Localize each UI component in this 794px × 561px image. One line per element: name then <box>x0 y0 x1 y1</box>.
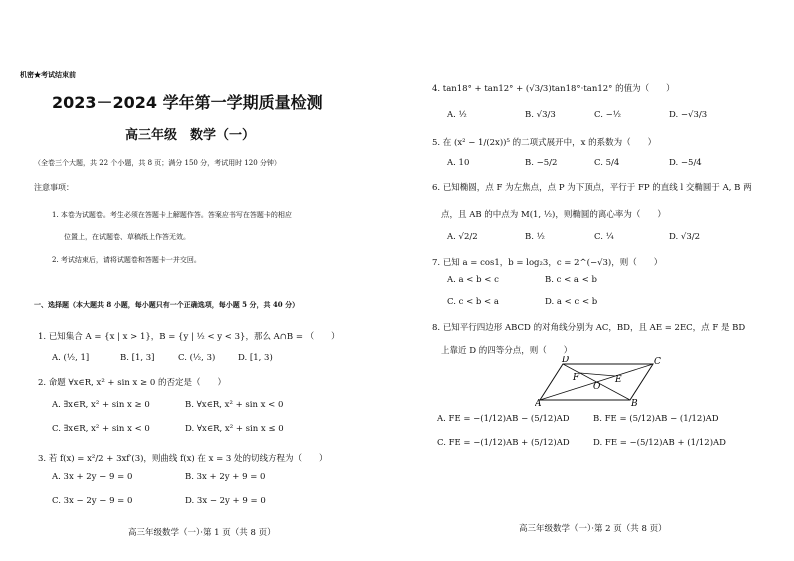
section-1-heading: 一、选择题（本大题共 8 小题，每小题只有一个正确选项，每小题 5 分，共 40 分） <box>34 300 300 309</box>
q6-option-d: D. √3/2 <box>669 232 701 242</box>
q3-option-d: D. 3x − 2y + 9 = 0 <box>185 496 266 506</box>
parallelogram-diagram <box>535 356 665 406</box>
question-1: 1. 已知集合 A = {x | x > 1}，B = {y | ½ < y < 3}，那么 A∩B = （ ） <box>38 332 340 342</box>
q5-option-a: A. 10 <box>447 158 470 168</box>
q8-option-b: B. FE = (5/12)AB − (1/12)AD <box>593 414 719 424</box>
question-6-line-2: 点，且 AB 的中点为 M(1, ½)，则椭圆的离心率为（ ） <box>441 210 666 220</box>
question-8-line-1: 8. 已知平行四边形 ABCD 的对角线分别为 AC，BD，且 AE = 2EC，点 F 是 BD <box>432 323 746 333</box>
label-a: A <box>535 399 542 406</box>
exam-title: 2023－2024 学年第一学期质量检测 <box>52 93 323 112</box>
q4-option-a: A. ½ <box>447 110 467 120</box>
question-3: 3. 若 f(x) = x²/2 + 3xf′(3)，则曲线 f(x) 在 x = 3 处的切线方程为（ ） <box>38 454 328 464</box>
q1-option-b: B. [1, 3] <box>120 353 155 363</box>
q2-option-d: D. ∀x∈R, x² + sin x ≤ 0 <box>185 424 284 434</box>
confidential-seal: 机密★考试结束前 <box>20 70 76 79</box>
q3-option-b: B. 3x + 2y + 9 = 0 <box>185 472 266 482</box>
right-page <box>397 0 794 561</box>
q8-option-d: D. FE = −(5/12)AB + (1/12)AD <box>593 438 726 448</box>
q4-option-d: D. −√3/3 <box>669 110 708 120</box>
exam-subtitle: 高三年级 数学（一） <box>125 128 256 143</box>
label-o: O <box>593 382 601 392</box>
q4-option-b: B. √3/3 <box>525 110 556 120</box>
label-f: F <box>573 373 580 383</box>
note-1-line-2: 位置上，在试题卷、草稿纸上作答无效。 <box>64 233 190 241</box>
note-1-line-1: 1. 本卷为试题卷。考生必须在答题卡上解题作答。答案应书写在答题卡的相应 <box>52 211 292 219</box>
question-8-line-2: 上靠近 D 的四等分点，则（ ） <box>441 346 573 356</box>
label-e: E <box>615 375 622 385</box>
left-page-footer: 高三年级数学（一）·第 1 页（共 8 页） <box>128 528 276 538</box>
q2-option-c: C. ∃x∈R, x² + sin x < 0 <box>52 424 150 434</box>
notes-heading: 注意事项： <box>34 183 74 192</box>
question-2: 2. 命题 ∀x∈R, x² + sin x ≥ 0 的否定是（ ） <box>38 378 226 388</box>
label-c: C <box>654 357 661 367</box>
q3-option-a: A. 3x + 2y − 9 = 0 <box>52 472 133 482</box>
question-6-line-1: 6. 已知椭圆，点 F 为左焦点，点 P 为下顶点，平行于 FP 的直线 l 交椭圆于 A, B 两 <box>432 183 752 193</box>
q6-option-c: C. ¼ <box>594 232 614 242</box>
q8-option-c: C. FE = −(1/12)AB + (5/12)AD <box>437 438 570 448</box>
q1-option-a: A. (½, 1] <box>52 353 90 363</box>
q2-option-a: A. ∃x∈R, x² + sin x ≥ 0 <box>52 400 150 410</box>
question-7: 7. 已知 a = cos1，b = log₂3，c = 2^(−√3)，则（ ） <box>432 258 663 268</box>
q8-option-a: A. FE = −(1/12)AB − (5/12)AD <box>437 414 570 424</box>
q5-option-d: D. −5/4 <box>669 158 702 168</box>
q7-option-d: D. a < c < b <box>545 297 598 307</box>
label-b: B <box>631 399 638 406</box>
label-d: D <box>562 356 570 365</box>
q3-option-c: C. 3x − 2y − 9 = 0 <box>52 496 133 506</box>
q1-option-d: D. [1, 3) <box>238 353 273 363</box>
q7-option-c: C. c < b < a <box>447 297 499 307</box>
note-2: 2. 考试结束后，请将试题卷和答题卡一并交回。 <box>52 256 201 264</box>
q5-option-c: C. 5/4 <box>594 158 620 168</box>
q6-option-a: A. √2/2 <box>447 232 478 242</box>
q7-option-b: B. c < a < b <box>545 275 597 285</box>
q7-option-a: A. a < b < c <box>447 275 499 285</box>
question-5: 5. 在 (x² − 1/(2x))⁵ 的二项式展开中，x 的系数为（ ） <box>432 138 657 148</box>
q6-option-b: B. ½ <box>525 232 545 242</box>
q5-option-b: B. −5/2 <box>525 158 558 168</box>
question-4: 4. tan18° + tan12° + (√3/3)tan18°·tan12° 的值为（ ） <box>432 84 675 94</box>
exam-info: （全卷三个大题，共 22 个小题，共 8 页；满分 150 分，考试用时 120 分钟） <box>34 159 281 167</box>
q1-option-c: C. (½, 3) <box>178 353 216 363</box>
right-page-footer: 高三年级数学（一）·第 2 页（共 8 页） <box>519 524 667 534</box>
q2-option-b: B. ∀x∈R, x² + sin x < 0 <box>185 400 284 410</box>
q4-option-c: C. −½ <box>594 110 621 120</box>
